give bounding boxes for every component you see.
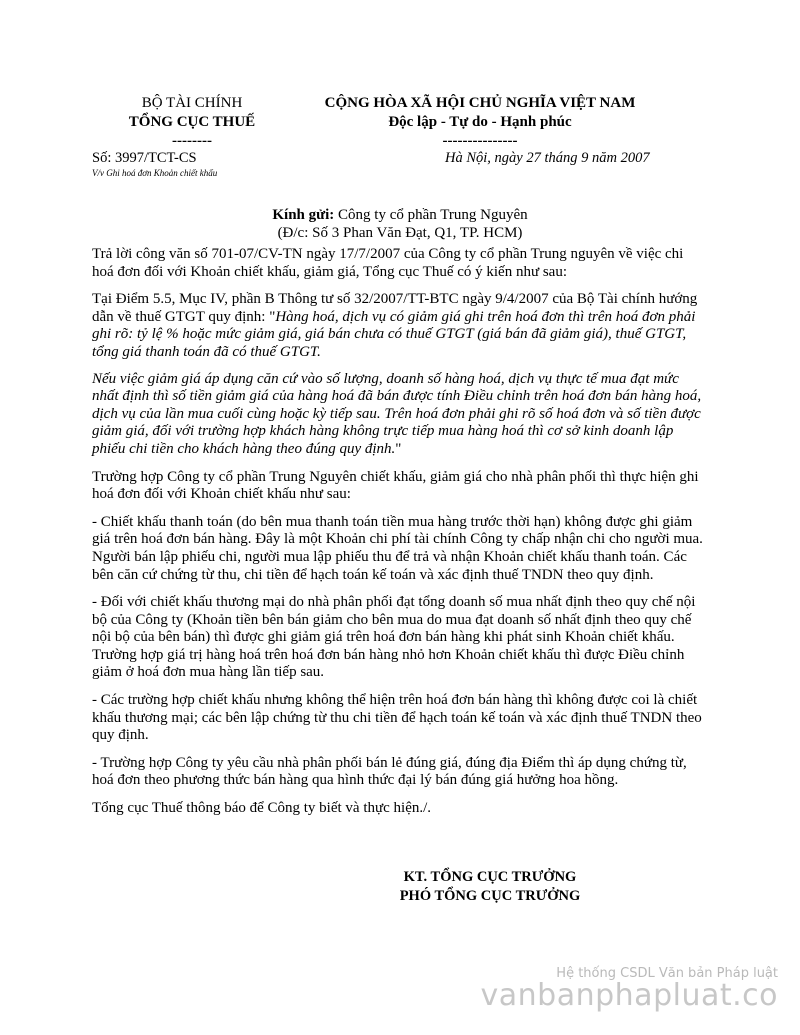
- paragraph-case: Trường hợp Công ty cổ phần Trung Nguyên chiết khấu, giảm giá cho nhà phân phối thì thực hiện ghi hoá đơn đối với Khoản chiết khấu như sau:: [92, 468, 699, 503]
- paragraph-not-on-invoice: - Các trường hợp chiết khấu nhưng không thể hiện trên hoá đơn bán hàng thì không được coi là chiết khấu thương mại; các bên lập chứng từ thu chi tiền để hạch toán kế toán và xác định thuế TNDN theo quy định.: [92, 692, 702, 744]
- recipient-name: Công ty cổ phần Trung Nguyên: [334, 207, 528, 223]
- paragraph-regulation: [92, 291, 708, 361]
- left-divider: --------: [172, 133, 212, 149]
- paragraph-closing: Tổng cục Thuế thông báo để Công ty biết và thực hiện./.: [92, 800, 432, 817]
- recipient-address: (Đ/c: Số 3 Phan Văn Đạt, Q1, TP. HCM): [277, 225, 523, 241]
- regulation-lead: Tại Điểm 5.5, Mục IV, phần B Thông tư số 32/2007/TT-BTC ngày 9/4/2007 của Bộ Tài chính hướng dẫn về thuế GTGT quy định: ": [92, 291, 698, 325]
- watermark-site: vanbanphapluat.co: [480, 978, 778, 1013]
- date-place: Hà Nội, ngày 27 tháng 9 năm 2007: [445, 150, 650, 166]
- paragraph-trade-discount: - Đối với chiết khấu thương mại do nhà phân phối đạt tổng doanh số mua nhất định theo quy chế nội bộ của Công ty (Khoản tiền bên bán giảm cho bên mua do mua đạt doanh số nhất định theo quy chế nội bộ của bên bán) thì được ghi giảm giá trên hoá đơn bán hàng khi phát sinh Khoản chiết khấu. Trường hợp giá trị hàng hoá trên hoá đơn bán hàng nhỏ hơn Khoản chiết khấu thì được Điều chỉnh giảm ở hoá đơn mua hàng lần tiếp sau.: [92, 594, 696, 681]
- header-left: [92, 94, 292, 151]
- recipient-block: [92, 206, 708, 242]
- document-number: Số: 3997/TCT-CS: [92, 150, 197, 166]
- paragraph-payment-discount: - Chiết khấu thanh toán (do bên mua thanh toán tiền mua hàng trước thời hạn) không được ghi giảm giá trên hoá đơn bán hàng. Đây là một Khoản chi phí tài chính Công ty chấp nhận chi cho người mua. Người bán lập phiếu chi, người mua lập phiếu thu để trả và nhận Khoản chiết khấu thanh toán. Các bên căn cứ chứng từ thu, chi tiền để hạch toán kế toán và xác định thuế TNDN theo quy định.: [92, 513, 703, 583]
- watermark-caption: Hệ thống CSDL Văn bản Pháp luật: [556, 966, 778, 981]
- motto: Độc lập - Tự do - Hạnh phúc: [388, 114, 572, 130]
- header-right: [300, 94, 660, 151]
- department-name: TỔNG CỤC THUẾ: [128, 114, 256, 130]
- right-divider: ---------------: [442, 133, 518, 149]
- quote-end: ": [395, 440, 402, 457]
- document-body: [92, 246, 708, 828]
- recipient-label: Kính gửi:: [272, 207, 335, 223]
- signature-line-2: PHÓ TỔNG CỤC TRƯỞNG: [399, 888, 581, 904]
- nation-title: CỘNG HÒA XÃ HỘI CHỦ NGHĨA VIỆT NAM: [324, 95, 636, 111]
- document-subject: V/v Ghi hoá đơn Khoản chiết khấu: [92, 168, 218, 178]
- paragraph-reply: Trả lời công văn số 701-07/CV-TN ngày 17/7/2007 của Công ty cổ phần Trung nguyên về việc chi hoá đơn đối với Khoản chiết khấu, giảm giá, Tổng cục Thuế có ý kiến như sau:: [92, 246, 684, 280]
- paragraph-regulation-continued: [92, 371, 708, 459]
- regulation-quote-2: Nếu việc giảm giá áp dụng căn cứ vào số lượng, doanh số hàng hoá, dịch vụ thực tế mua đạt mức nhất định thì số tiền giảm giá của hàng hoá đã bán được tính Điều chỉnh trên hoá đơn bán hàng hoá, dịch vụ của lần mua cuối cùng hoặc kỳ tiếp sau. Trên hoá đơn phải ghi rõ số hoá đơn và số tiền được giảm giá, đối với trường hợp khách hàng không trực tiếp mua hàng hoá thì cơ sở kinh doanh lập phiếu chi tiền cho khách hàng theo đúng quy định.: [92, 370, 702, 457]
- signature-line-1: KT. TỔNG CỤC TRƯỞNG: [403, 869, 577, 885]
- signature-block: [360, 868, 620, 906]
- recipient-line: [92, 206, 708, 224]
- ministry-name: BỘ TÀI CHÍNH: [141, 95, 243, 111]
- regulation-quote: Hàng hoá, dịch vụ có giảm giá ghi trên hoá đơn thì trên hoá đơn phải ghi rõ: tỷ lệ % hoặc mức giảm giá, giá bán chưa có thuế GTGT (giá bán đã giảm giá), thuế GTGT, tổng giá thanh toán đã có thuế GTGT.: [92, 308, 696, 360]
- paragraph-retail-price: - Trường hợp Công ty yêu cầu nhà phân phối bán lẻ đúng giá, đúng địa Điểm thì áp dụng chứng từ, hoá đơn theo phương thức bán hàng qua hình thức đại lý bán đúng giá hưởng hoa hồng.: [92, 754, 687, 789]
